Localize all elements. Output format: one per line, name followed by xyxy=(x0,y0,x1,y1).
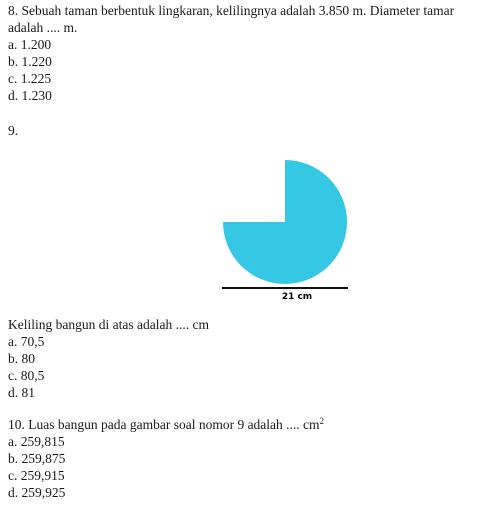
q8-option-a: a. 1.200 xyxy=(8,37,52,52)
three-quarter-circle-figure xyxy=(214,154,354,304)
q9-option-d: d. 81 xyxy=(8,385,35,400)
figure-svg xyxy=(214,154,354,304)
three-quarter-circle-shape xyxy=(223,160,347,284)
q10-stem-text: 10. Luas bangun pada gambar soal nomor 9 adalah .... cm xyxy=(8,417,320,432)
scale-label: 21 cm xyxy=(281,292,313,302)
q8-option-d: d. 1.230 xyxy=(8,88,52,103)
q8-stem-line1: 8. Sebuah taman berbentuk lingkaran, kelilingnya adalah 3.850 m. Diameter tamar xyxy=(8,3,455,18)
q10-unit-exponent: 2 xyxy=(319,416,325,426)
q9-stem: Keliling bangun di atas adalah .... cm xyxy=(8,317,209,332)
q9-option-b: b. 80 xyxy=(8,351,35,366)
q8-option-b: b. 1.220 xyxy=(8,54,52,69)
q8-option-c: c. 1.225 xyxy=(8,71,52,86)
q10-stem xyxy=(8,417,324,434)
q9-option-c: c. 80,5 xyxy=(8,368,45,383)
q9-option-a: a. 70,5 xyxy=(8,334,45,349)
q10-option-d: d. 259,925 xyxy=(8,485,66,500)
q10-option-c: c. 259,915 xyxy=(8,468,65,483)
q10-option-b: b. 259,875 xyxy=(8,451,66,466)
q10-option-a: a. 259,815 xyxy=(8,434,65,449)
q9-number: 9. xyxy=(8,123,19,138)
q8-stem-line2: adalah .... m. xyxy=(8,20,78,35)
